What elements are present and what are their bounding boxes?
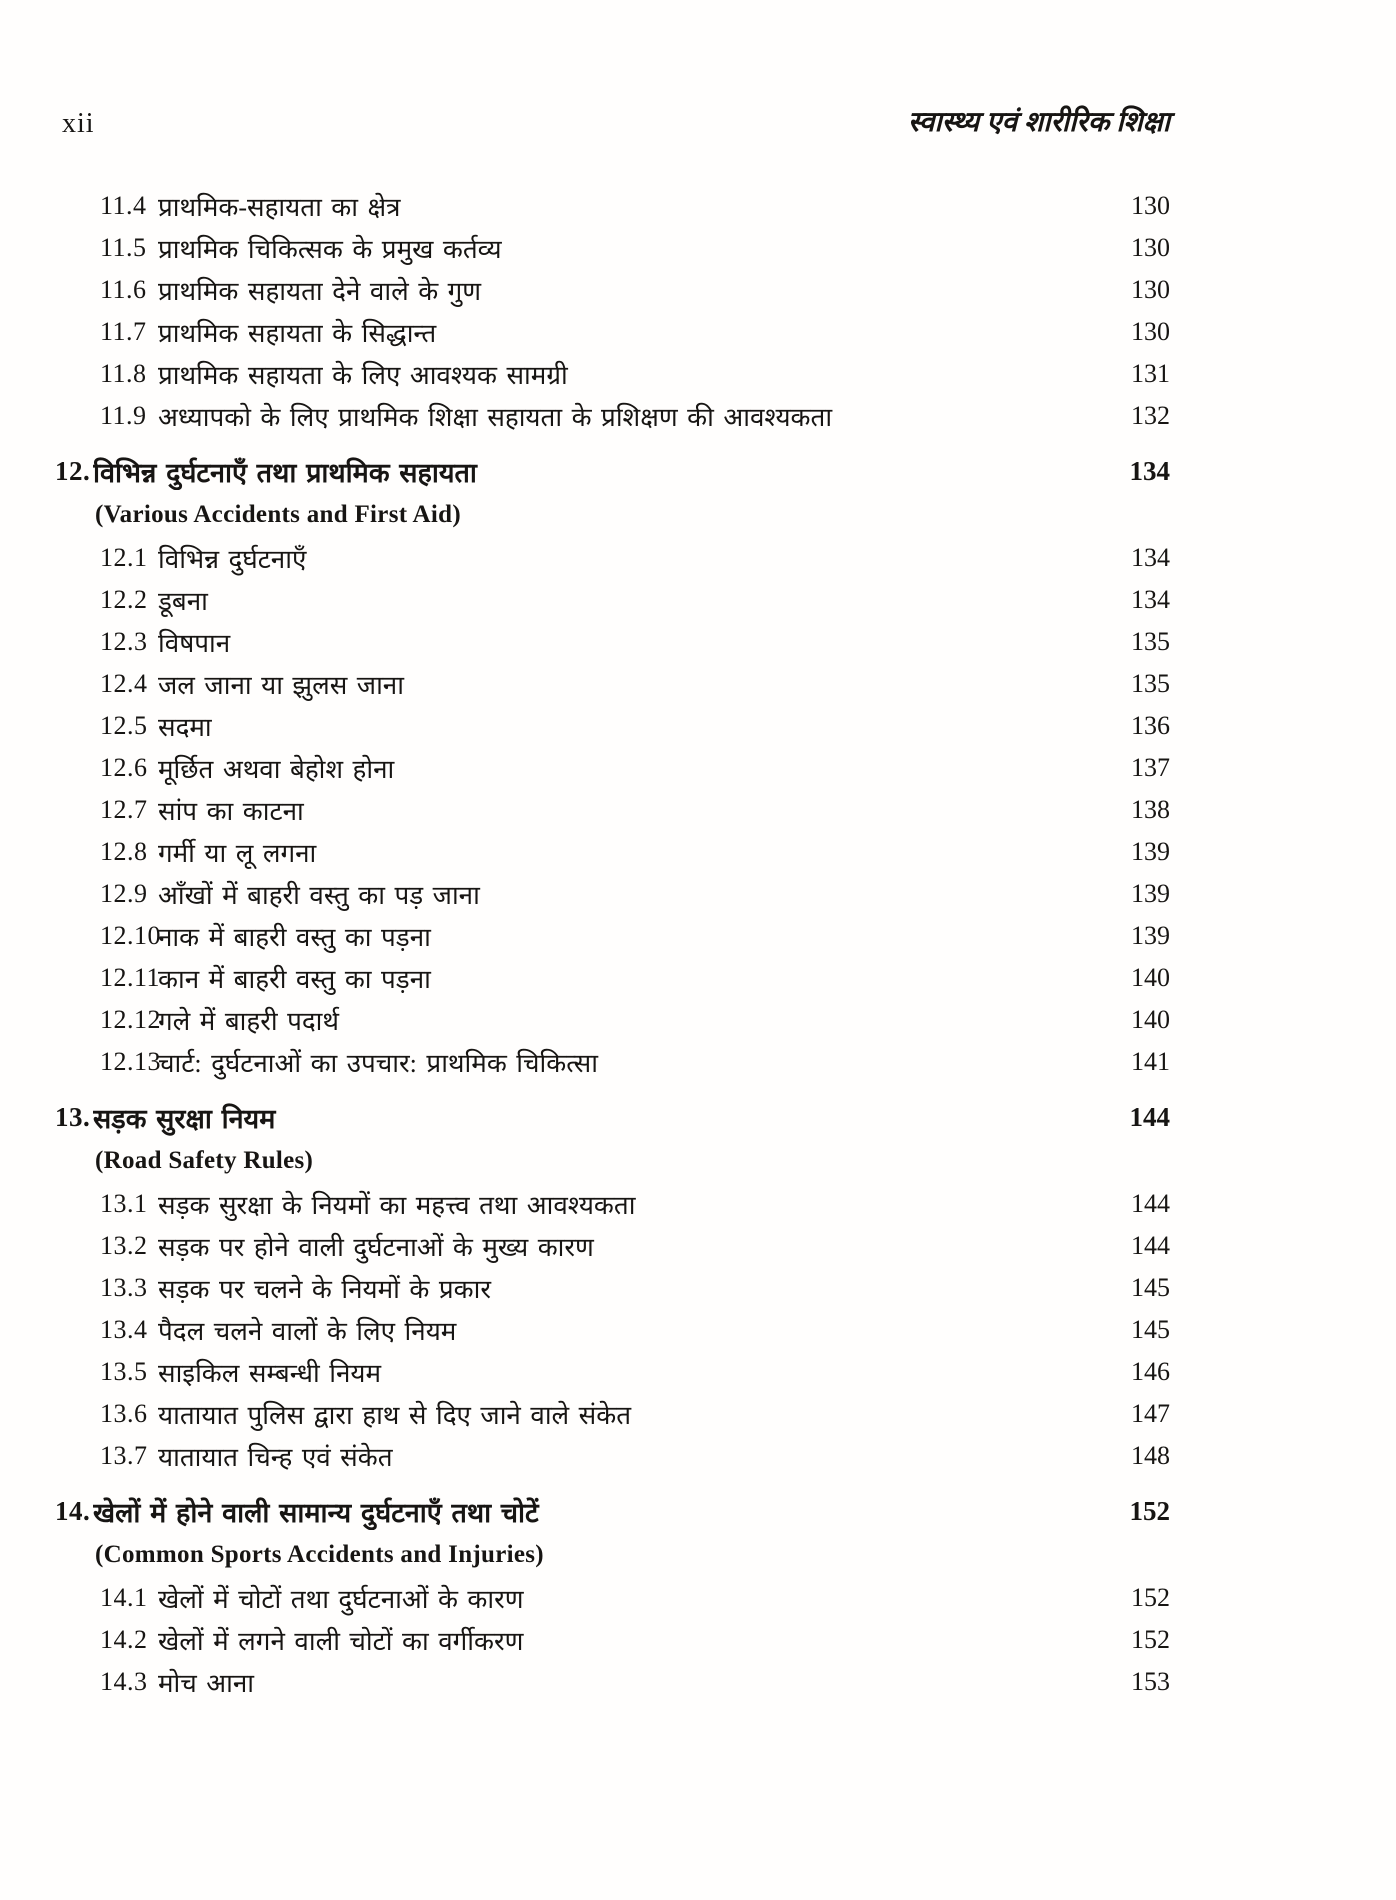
toc-entry-title: सड़क सुरक्षा के नियमों का महत्त्व तथा आवश्यकता [158, 1191, 636, 1220]
toc-entry [55, 1435, 1170, 1477]
toc-entry [55, 1661, 1170, 1703]
toc-entry-page: 132 [1131, 401, 1170, 430]
toc-entry-title: चार्ट: दुर्घटनाओं का उपचार: प्राथमिक चिकित्सा [158, 1049, 598, 1078]
toc-entry-number: 11.5 [100, 233, 147, 262]
toc-entry-page: 152 [1131, 1625, 1170, 1654]
toc-entry [55, 873, 1170, 915]
toc-entry-number: 12.6 [100, 753, 148, 782]
toc-entry-number: 11.8 [100, 359, 147, 388]
toc-entry-title: विषपान [158, 629, 231, 658]
toc-entry-title: पैदल चलने वालों के लिए नियम [158, 1317, 457, 1346]
toc-chapter [55, 449, 1170, 535]
toc-entry [55, 957, 1170, 999]
toc-chapter [55, 1489, 1170, 1575]
toc-entry-page: 139 [1131, 837, 1170, 866]
toc-entry-number: 12.12 [100, 1005, 161, 1034]
toc-entry-title: यातायात पुलिस द्वारा हाथ से दिए जाने वाले संकेत [158, 1401, 632, 1430]
toc-entry-title: गले में बाहरी पदार्थ [158, 1007, 339, 1036]
toc-entry-page: 140 [1131, 963, 1170, 992]
toc-entry-number: 13.5 [100, 1357, 148, 1386]
toc-entry-title: खेलों में चोटों तथा दुर्घटनाओं के कारण [158, 1585, 524, 1614]
toc-chapter-title: खेलों में होने वाली सामान्य दुर्घटनाएँ तथा चोटें [93, 1498, 539, 1528]
toc-entry-page: 145 [1131, 1315, 1170, 1344]
toc-entry-title: प्राथमिक सहायता देने वाले के गुण [158, 277, 482, 306]
toc-entry-page: 135 [1131, 627, 1170, 656]
toc-entry [55, 831, 1170, 873]
toc-entry-number: 12.7 [100, 795, 148, 824]
toc-entry-title: जल जाना या झुलस जाना [158, 671, 404, 700]
toc-entry [55, 1393, 1170, 1435]
toc-entry-title: डूबना [158, 587, 208, 616]
toc-entry-title: सड़क पर होने वाली दुर्घटनाओं के मुख्य कारण [158, 1233, 594, 1262]
toc-entry-number: 12.8 [100, 837, 148, 866]
toc-entry-number: 11.4 [100, 191, 147, 220]
toc-entry [55, 999, 1170, 1041]
toc-chapter-number: 14. [55, 1496, 91, 1526]
toc-entry-page: 138 [1131, 795, 1170, 824]
toc-entry-title: यातायात चिन्ह एवं संकेत [158, 1443, 393, 1472]
toc-chapter-subtitle-row [55, 494, 1170, 535]
toc-entry-number: 13.7 [100, 1441, 148, 1470]
toc-chapter-subtitle: (Various Accidents and First Aid) [95, 500, 461, 528]
toc-entry-number: 11.7 [100, 317, 147, 346]
toc-entry [55, 705, 1170, 747]
toc-entry-number: 13.4 [100, 1315, 148, 1344]
running-head: स्वास्थ्य एवं शारीरिक शिक्षा [908, 107, 1170, 138]
toc-entry-number: 14.1 [100, 1583, 148, 1612]
toc-entry-number: 14.2 [100, 1625, 148, 1654]
toc-entry-title: अध्यापको के लिए प्राथमिक शिक्षा सहायता के प्रशिक्षण की आवश्यकता [158, 403, 833, 432]
toc-entry-page: 152 [1131, 1583, 1170, 1612]
toc-chapter-subtitle: (Road Safety Rules) [95, 1146, 314, 1174]
toc-entry-page: 137 [1131, 753, 1170, 782]
toc-entry-title: प्राथमिक-सहायता का क्षेत्र [158, 193, 401, 222]
toc-entry [55, 1183, 1170, 1225]
toc-chapter-page: 134 [1129, 456, 1170, 486]
toc-chapter-heading [55, 1489, 1170, 1534]
toc-entry-number: 13.2 [100, 1231, 148, 1260]
toc-entry-page: 130 [1131, 317, 1170, 346]
toc-entry-number: 12.5 [100, 711, 148, 740]
toc-entry [55, 353, 1170, 395]
toc-chapter-subtitle-row [55, 1140, 1170, 1181]
toc-entry-title: नाक में बाहरी वस्तु का पड़ना [158, 923, 431, 952]
toc-entry [55, 269, 1170, 311]
toc-entry-title: प्राथमिक चिकित्सक के प्रमुख कर्तव्य [158, 235, 502, 264]
toc-entry-page: 140 [1131, 1005, 1170, 1034]
toc-entry-title: प्राथमिक सहायता के सिद्धान्त [158, 319, 437, 348]
toc-entry [55, 1309, 1170, 1351]
toc-entry-number: 12.1 [100, 543, 148, 572]
toc-entry-page: 153 [1131, 1667, 1170, 1696]
page-header [62, 102, 1170, 140]
toc-entry-page: 130 [1131, 191, 1170, 220]
toc-entry-number: 13.6 [100, 1399, 148, 1428]
toc-entry-page: 130 [1131, 233, 1170, 262]
toc-entry [55, 1577, 1170, 1619]
toc-entry-title: प्राथमिक सहायता के लिए आवश्यक सामग्री [158, 361, 568, 390]
toc-chapter-subtitle-row [55, 1534, 1170, 1575]
toc-chapter-heading [55, 449, 1170, 494]
toc-entry-number: 13.1 [100, 1189, 148, 1218]
toc-entry-title: खेलों में लगने वाली चोटों का वर्गीकरण [158, 1627, 524, 1656]
toc-chapter-number: 13. [55, 1102, 91, 1132]
toc-entry-page: 144 [1131, 1189, 1170, 1218]
toc-entry-page: 139 [1131, 879, 1170, 908]
toc-entry-number: 13.3 [100, 1273, 148, 1302]
toc-entry-title: मोच आना [158, 1669, 255, 1698]
toc-entry-number: 11.9 [100, 401, 147, 430]
toc-entry-number: 12.9 [100, 879, 148, 908]
toc-entry-page: 130 [1131, 275, 1170, 304]
toc-entry [55, 915, 1170, 957]
toc-entry [55, 311, 1170, 353]
toc-entry [55, 1619, 1170, 1661]
toc-entry-title: साइकिल सम्बन्धी नियम [158, 1359, 381, 1388]
toc-entry [55, 621, 1170, 663]
toc-entry [55, 185, 1170, 227]
toc-entry-number: 11.6 [100, 275, 147, 304]
toc-entry-title: आँखों में बाहरी वस्तु का पड़ जाना [158, 881, 480, 910]
toc-entry [55, 395, 1170, 437]
toc-entry [55, 1041, 1170, 1083]
toc-entry-number: 12.10 [100, 921, 161, 950]
toc-entry-number: 12.13 [100, 1047, 161, 1076]
toc-entry-page: 131 [1131, 359, 1170, 388]
toc-entry-title: मूर्छित अथवा बेहोश होना [158, 755, 395, 784]
toc-entry [55, 227, 1170, 269]
toc-entry-page: 145 [1131, 1273, 1170, 1302]
toc-entry [55, 789, 1170, 831]
toc-entry-title: सांप का काटना [158, 797, 304, 826]
toc-entry-title: कान में बाहरी वस्तु का पड़ना [158, 965, 431, 994]
toc-entry-number: 12.3 [100, 627, 148, 656]
toc-entry-page: 135 [1131, 669, 1170, 698]
toc-entry [55, 1225, 1170, 1267]
toc-entry-number: 12.11 [100, 963, 161, 992]
toc-chapter-number: 12. [55, 456, 91, 486]
toc-entry-title: सदमा [158, 713, 212, 742]
toc-entry-page: 134 [1131, 543, 1170, 572]
toc-chapter-heading [55, 1095, 1170, 1140]
table-of-contents [55, 185, 1170, 1703]
toc-entry-page: 146 [1131, 1357, 1170, 1386]
toc-entry [55, 747, 1170, 789]
toc-entry-number: 14.3 [100, 1667, 148, 1696]
toc-entry [55, 1267, 1170, 1309]
toc-entry-page: 136 [1131, 711, 1170, 740]
toc-chapter-page: 152 [1129, 1496, 1170, 1526]
toc-entry-page: 147 [1131, 1399, 1170, 1428]
toc-entry [55, 537, 1170, 579]
toc-entry-number: 12.2 [100, 585, 148, 614]
toc-entry [55, 663, 1170, 705]
toc-chapter-subtitle: (Common Sports Accidents and Injuries) [95, 1540, 544, 1568]
toc-entry-title: विभिन्न दुर्घटनाएँ [158, 545, 307, 574]
toc-entry-title: गर्मी या लू लगना [158, 839, 317, 868]
toc-entry-page: 141 [1131, 1047, 1170, 1076]
toc-entry-page: 139 [1131, 921, 1170, 950]
toc-chapter [55, 1095, 1170, 1181]
toc-entry [55, 1351, 1170, 1393]
toc-entry-title: सड़क पर चलने के नियमों के प्रकार [158, 1275, 492, 1304]
toc-entry-page: 144 [1131, 1231, 1170, 1260]
toc-entry-page: 148 [1131, 1441, 1170, 1470]
toc-chapter-title: सड़क सुरक्षा नियम [93, 1104, 276, 1134]
toc-entry-page: 134 [1131, 585, 1170, 614]
toc-entry [55, 579, 1170, 621]
folio-page-number: xii [62, 108, 95, 139]
toc-chapter-page: 144 [1129, 1102, 1170, 1132]
toc-entry-number: 12.4 [100, 669, 148, 698]
toc-chapter-title: विभिन्न दुर्घटनाएँ तथा प्राथमिक सहायता [93, 458, 477, 488]
